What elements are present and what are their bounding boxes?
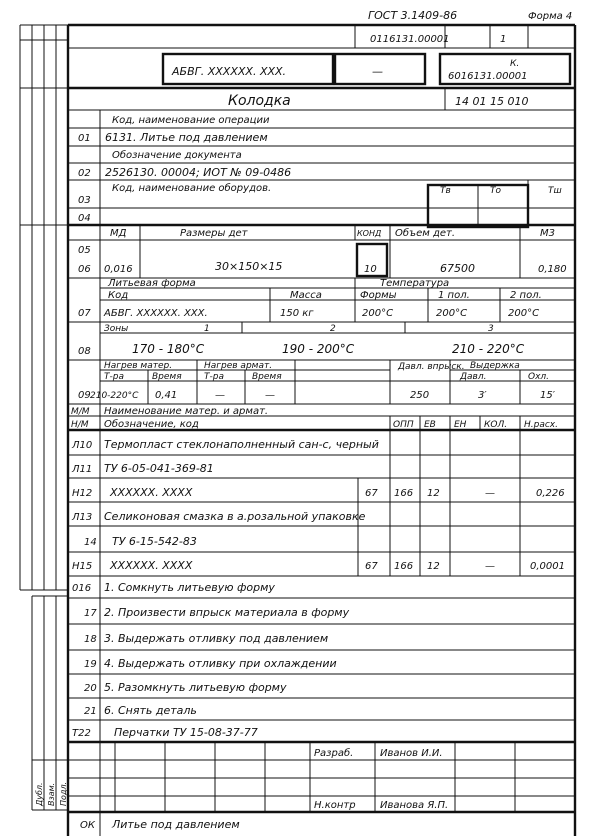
part-name: Колодка bbox=[228, 93, 291, 109]
material-spec: ТУ 6-05-041-369-81 bbox=[104, 462, 214, 475]
code-label: Код bbox=[108, 290, 129, 301]
material-temperature: 210-220°С bbox=[90, 391, 139, 401]
zone-2-temperature: 190 - 200°С bbox=[282, 342, 355, 356]
designation-dash: — bbox=[372, 65, 383, 78]
mat-time-label: Время bbox=[152, 372, 182, 382]
operation-header: Код, наименование операции bbox=[112, 115, 270, 126]
materials-header bbox=[68, 406, 575, 430]
quantity-label: КОЛ. bbox=[484, 420, 508, 430]
holding-header: Выдержка bbox=[470, 361, 520, 371]
consumption-value: 0,0001 bbox=[530, 561, 565, 572]
document-header: Обозначение документа bbox=[112, 150, 242, 161]
ev-value: 166 bbox=[394, 488, 414, 499]
row-number: 05 bbox=[78, 245, 91, 256]
opp-label: ОПП bbox=[393, 420, 414, 430]
mold-code: АБВГ. XXXXXX. XXX. bbox=[104, 308, 208, 319]
step-text: 4. Выдержать отливку при охлаждении bbox=[104, 657, 337, 670]
form-label: Форма 4 bbox=[528, 11, 573, 22]
materials-mark: М/М bbox=[71, 407, 90, 417]
original-label: Подл. bbox=[59, 781, 68, 806]
step-number: 19 bbox=[84, 659, 97, 670]
developer-name: Иванов И.И. bbox=[380, 748, 443, 759]
materials-name-header: Наименование матер. и армат. bbox=[104, 406, 269, 417]
material-heating-header: Нагрев матер. bbox=[104, 361, 173, 371]
material-code: XXXXXX. XXXX bbox=[110, 559, 193, 572]
md-label: МД bbox=[110, 228, 127, 239]
controller-name: Иванова Я.П. bbox=[380, 800, 449, 811]
zones-label: Зоны bbox=[104, 324, 129, 334]
opp-value: 67 bbox=[365, 488, 378, 499]
row-number: 04 bbox=[78, 213, 91, 224]
step-number: 016 bbox=[72, 583, 92, 594]
step-text: 1. Сомкнуть литьевую форму bbox=[104, 581, 275, 594]
consumption-label: Н.расх. bbox=[524, 420, 558, 430]
row-number: 06 bbox=[78, 264, 91, 275]
md-value: 0,016 bbox=[104, 264, 133, 275]
tv-label: Тв bbox=[440, 186, 451, 196]
opp-value: 67 bbox=[365, 561, 378, 572]
ev-label: ЕВ bbox=[424, 420, 436, 430]
footer-code: ОК bbox=[80, 820, 95, 831]
material-row-number: Л13 bbox=[72, 512, 93, 523]
transition-steps bbox=[68, 581, 575, 742]
materials-code-header: Обозначение, код bbox=[104, 419, 199, 430]
cooling-label: Охл. bbox=[528, 372, 550, 382]
m3-label: М3 bbox=[540, 228, 555, 239]
designation: АБВГ. XXXXXX. XXX. bbox=[172, 65, 287, 78]
zones-section bbox=[68, 322, 575, 360]
row-number: 02 bbox=[78, 168, 91, 179]
developer-role: Разраб. bbox=[314, 748, 354, 759]
kond-label: КОНД bbox=[357, 229, 382, 238]
row-number: 01 bbox=[78, 133, 91, 144]
material-rows bbox=[68, 430, 575, 576]
heating-section bbox=[68, 360, 575, 404]
material-row-number: Л10 bbox=[72, 440, 93, 451]
mat-temp-label: Т-ра bbox=[104, 372, 124, 382]
part-parameters bbox=[68, 225, 575, 278]
en-value: 12 bbox=[427, 488, 440, 499]
step-text: 6. Снять деталь bbox=[104, 704, 197, 717]
material-spec: ТУ 6-15-542-83 bbox=[112, 535, 197, 548]
document-designation: 2526130. 00004; ИОТ № 09-0486 bbox=[105, 166, 292, 179]
zone-3-label: 3 bbox=[488, 324, 494, 334]
half2-label: 2 пол. bbox=[510, 290, 542, 301]
dims-label: Размеры дет bbox=[180, 228, 248, 239]
zone-1-temperature: 170 - 180°С bbox=[132, 342, 205, 356]
quantity-value: — bbox=[485, 561, 495, 572]
mold-section bbox=[68, 278, 575, 322]
mold-mass: 150 кг bbox=[280, 308, 314, 319]
controller-role: Н.контр bbox=[314, 800, 356, 811]
armature-time: — bbox=[265, 390, 275, 401]
material-row-number: 14 bbox=[84, 537, 97, 548]
row-number: 03 bbox=[78, 195, 91, 206]
armature-heating-header: Нагрев армат. bbox=[204, 361, 273, 371]
zone-1-label: 1 bbox=[204, 324, 210, 334]
step-text: 5. Разомкнуть литьевую форму bbox=[104, 681, 287, 694]
arm-time-label: Время bbox=[252, 372, 282, 382]
tsh-label: Тш bbox=[548, 186, 562, 196]
zone-2-label: 2 bbox=[330, 324, 336, 334]
form-temperature: 200°С bbox=[362, 308, 394, 319]
document-code: 0116131.00001 bbox=[370, 34, 450, 45]
sheet-number: 1 bbox=[500, 34, 507, 45]
half1-temperature: 200°С bbox=[436, 308, 468, 319]
volume-value: 67500 bbox=[440, 262, 475, 275]
cooling-time: 15′ bbox=[540, 390, 555, 401]
temperature-header: Температура bbox=[380, 278, 450, 289]
material-row-number: Н15 bbox=[72, 561, 93, 572]
equipment-header: Код, наименование оборудов. bbox=[112, 183, 272, 194]
m3-value: 0,180 bbox=[538, 264, 567, 275]
en-value: 12 bbox=[427, 561, 440, 572]
quantity-value: — bbox=[485, 488, 495, 499]
footer-text: Литье под давлением bbox=[112, 818, 240, 831]
material-code: XXXXXX. XXXX bbox=[110, 486, 193, 499]
kond-value: 10 bbox=[364, 264, 377, 275]
row-number: 07 bbox=[78, 308, 91, 319]
to-label: То bbox=[490, 186, 502, 196]
holding-pressure-label: Давл. bbox=[460, 372, 487, 382]
operation-name: 6131. Литье под давлением bbox=[105, 131, 268, 144]
en-label: ЕН bbox=[454, 420, 467, 430]
step-text: Перчатки ТУ 15-08-37-77 bbox=[114, 726, 258, 739]
gost-number: ГОСТ 3.1409-86 bbox=[368, 9, 458, 22]
arm-temp-label: Т-ра bbox=[204, 372, 224, 382]
step-text: 2. Произвести впрыск материала в форму bbox=[104, 606, 350, 619]
step-number: 21 bbox=[84, 706, 97, 717]
armature-temperature: — bbox=[215, 390, 225, 401]
armature-mark: Н/М bbox=[71, 420, 89, 430]
zone-3-temperature: 210 - 220°С bbox=[452, 342, 525, 356]
material-time: 0,41 bbox=[155, 390, 178, 401]
step-number: Т22 bbox=[72, 728, 91, 739]
material-row-number: Н12 bbox=[72, 488, 93, 499]
step-number: 20 bbox=[84, 683, 97, 694]
material-row-number: Л11 bbox=[72, 464, 93, 475]
step-number: 17 bbox=[84, 608, 97, 619]
footer bbox=[80, 818, 240, 831]
part-codes: 14 01 15 010 bbox=[455, 95, 529, 108]
volume-label: Объем дет. bbox=[395, 228, 456, 239]
half1-label: 1 пол. bbox=[438, 290, 470, 301]
forms-label: Формы bbox=[360, 290, 397, 301]
dims-value: 30×150×15 bbox=[215, 260, 283, 273]
injection-pressure: 250 bbox=[410, 390, 430, 401]
row-number: 09 bbox=[78, 390, 91, 401]
mold-header: Литьевая форма bbox=[108, 278, 196, 289]
replaced-label: Взам. bbox=[47, 782, 56, 806]
k-label: К. bbox=[510, 59, 520, 69]
duplicate-label: Дубл. bbox=[35, 782, 44, 806]
ev-value: 166 bbox=[394, 561, 414, 572]
holding-time: 3′ bbox=[478, 390, 487, 401]
mass-label: Масса bbox=[290, 290, 322, 301]
step-number: 18 bbox=[84, 634, 97, 645]
step-text: 3. Выдержать отливку под давлением bbox=[104, 632, 329, 645]
signature-block bbox=[35, 742, 575, 812]
injection-pressure-label: Давл. впрыск. bbox=[398, 362, 465, 372]
material-name: Термопласт стеклонаполненный сан-с, черный bbox=[104, 438, 379, 451]
k-code: 6016131.00001 bbox=[448, 71, 528, 82]
row-number: 08 bbox=[78, 346, 91, 357]
consumption-value: 0,226 bbox=[536, 488, 565, 499]
half2-temperature: 200°С bbox=[508, 308, 540, 319]
material-name: Селиконовая смазка в а.розальной упаковке bbox=[104, 510, 366, 523]
